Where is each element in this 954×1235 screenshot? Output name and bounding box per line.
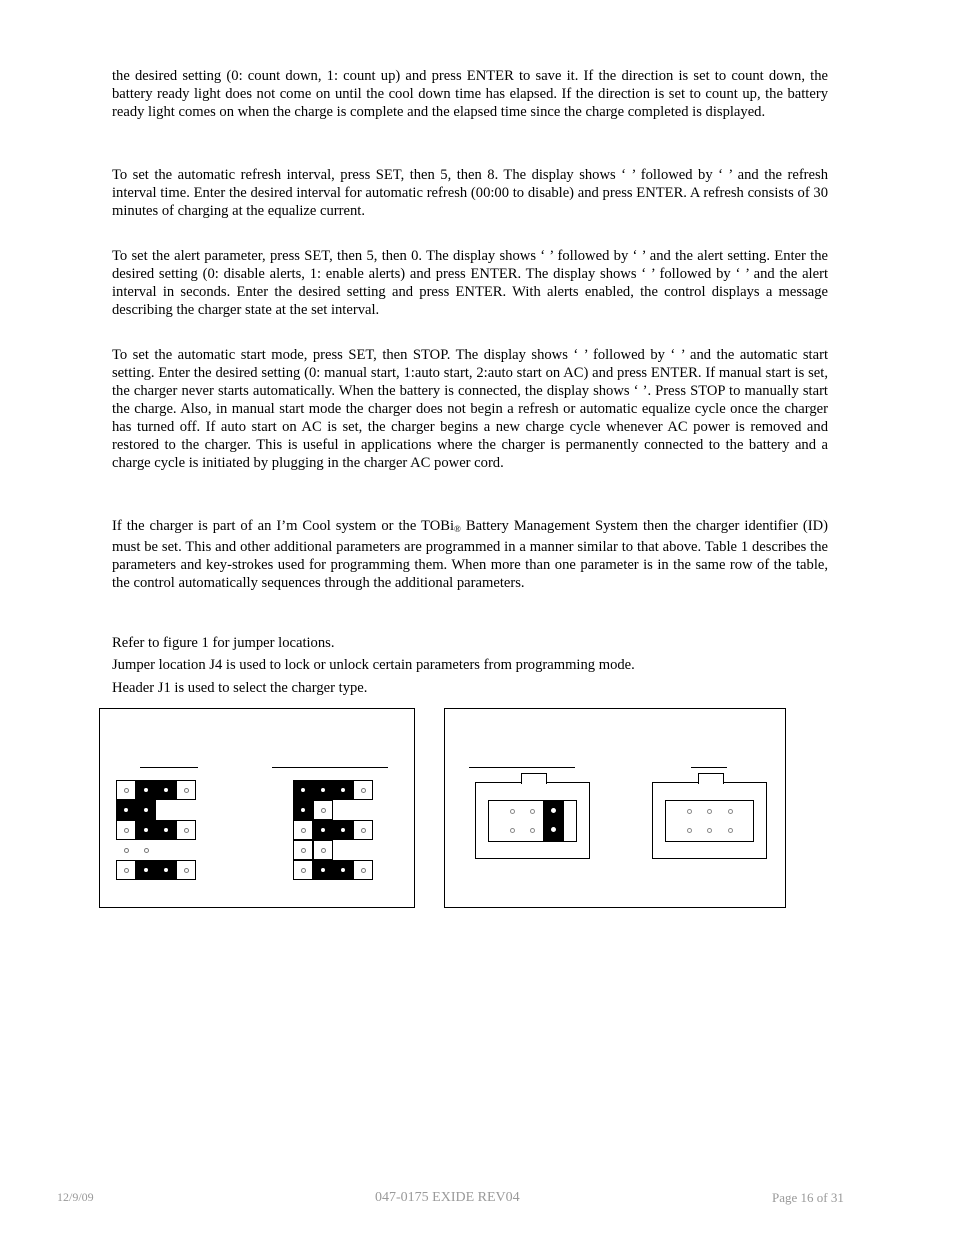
header-label-underline-left <box>469 767 575 768</box>
header-pin <box>551 808 556 813</box>
pin-dot <box>321 848 326 853</box>
pin-dot <box>124 868 129 873</box>
paragraph-alert-parameter: To set the alert parameter, press SET, then 5, then 0. The display shows ‘ ’ followed by ‘ ’ and the alert setting. Enter the desired setting (0: disable alerts, 1: enable alerts) and press ENTER. The display shows ‘ ’ followed by ‘ ’ and the alert interval in seconds. Enter the desired setting and press ENTER. With alerts enabled, the control displays a message describing the charger state at the set interval. <box>112 248 828 318</box>
pin-dot <box>124 808 128 812</box>
header-j1-right <box>652 782 767 859</box>
paragraph-count-direction: the desired setting (0: count down, 1: count up) and press ENTER to save it. If the direction is set to count down, the battery ready light does not come on until the cool down time has elapsed. If the direction is set to count up, the battery ready light comes on when the charge is complete and the elapsed time since the charge completed is displayed. <box>112 68 828 120</box>
header-pin <box>530 809 535 814</box>
pin-dot <box>164 828 168 832</box>
header-j1-left <box>475 782 590 859</box>
header-figure-right <box>444 708 786 908</box>
pin-dot <box>184 868 189 873</box>
jumper-pin-cell <box>176 860 196 880</box>
jumper-pin-cell <box>136 840 156 860</box>
header-j1-line: Header J1 is used to select the charger type. <box>112 680 368 696</box>
pin-dot <box>164 788 168 792</box>
pin-dot <box>341 868 345 872</box>
pin-dot <box>301 868 306 873</box>
pin-dot <box>361 828 366 833</box>
jumper-pin-cell <box>353 780 373 800</box>
pin-dot <box>301 828 306 833</box>
jumper-pin-cell <box>313 840 333 860</box>
paragraph-refresh-interval: To set the automatic refresh interval, press SET, then 5, then 8. The display shows ‘ ’ followed by ‘ ’ and the refresh interval time. Enter the desired interval for automatic refresh (00:00 to disable) and press ENTER. A refresh consists of 30 minutes of charging at the equalize current. <box>112 167 828 219</box>
jumper-pin-cell <box>176 780 196 800</box>
pin-dot <box>144 788 148 792</box>
pin-dot <box>144 848 149 853</box>
jumper-pin-cell <box>293 840 313 860</box>
charger-id-text-b: Battery Management System then the charger identifier (ID) must be set. This and other additional parameters are programmed in a manner similar to that above. Table 1 describes the parameters and key-strokes used for programming them. When more than one parameter is in the same row of the table, the control automatically sequences through the additional parameters. <box>112 518 828 591</box>
pin-dot <box>341 828 345 832</box>
header-body <box>665 800 754 842</box>
pin-dot <box>144 808 148 812</box>
charger-id-text-a: If the charger is part of an I’m Cool system or the TOBi <box>112 518 455 534</box>
jumper-pin-cell <box>333 820 353 840</box>
pin-dot <box>144 868 148 872</box>
jumper-pin-cell <box>353 860 373 880</box>
pin-dot <box>341 788 345 792</box>
header-pin <box>687 828 692 833</box>
pin-dot <box>124 788 129 793</box>
pin-dot <box>321 808 326 813</box>
header-pin <box>707 828 712 833</box>
jumper-pin-cell <box>136 860 156 880</box>
jumper-pin-cell <box>156 820 176 840</box>
header-pin <box>707 809 712 814</box>
footer-page-number: Page 16 of 31 <box>772 1190 844 1205</box>
jumper-pin-cell <box>136 800 156 820</box>
header-pin <box>551 827 556 832</box>
jumper-pin-cell <box>116 860 136 880</box>
jumper-pin-cell <box>333 780 353 800</box>
header-pin <box>687 809 692 814</box>
pin-dot <box>301 808 305 812</box>
registered-mark: ® <box>454 524 461 534</box>
header-body <box>488 800 577 842</box>
jumper-pin-cell <box>293 820 313 840</box>
pin-dot <box>184 828 189 833</box>
header-key-tab <box>521 773 547 784</box>
jumper-pin-cell <box>176 820 196 840</box>
footer-date: 12/9/09 <box>57 1190 94 1204</box>
pin-dot <box>361 868 366 873</box>
jumper-pin-cell <box>293 780 313 800</box>
header-pin <box>510 809 515 814</box>
header-label-underline-right <box>691 767 727 768</box>
jumper-reference-line: Refer to figure 1 for jumper locations. <box>112 635 335 651</box>
jumper-pin-cell <box>313 820 333 840</box>
jumper-pin-cell <box>313 780 333 800</box>
pin-dot <box>321 788 325 792</box>
label-underline-right <box>272 767 388 768</box>
jumper-pin-cell <box>293 860 313 880</box>
jumper-pin-cell <box>353 820 373 840</box>
jumper-pin-cell <box>136 780 156 800</box>
jumper-pin-cell <box>293 800 313 820</box>
pin-dot <box>124 828 129 833</box>
pin-dot <box>321 828 325 832</box>
pin-dot <box>361 788 366 793</box>
pin-dot <box>144 828 148 832</box>
jumper-pin-cell <box>313 800 333 820</box>
jumper-figure-left <box>99 708 415 908</box>
pin-dot <box>184 788 189 793</box>
jumper-pin-cell <box>156 780 176 800</box>
jumper-pin-cell <box>136 820 156 840</box>
header-pin <box>728 828 733 833</box>
header-key-tab <box>698 773 724 784</box>
pin-dot <box>301 848 306 853</box>
jumper-pin-cell <box>116 840 136 860</box>
jumper-pin-cell <box>116 780 136 800</box>
jumper-pin-cell <box>313 860 333 880</box>
pin-dot <box>124 848 129 853</box>
paragraph-charger-id <box>112 517 828 592</box>
jumper-pin-cell <box>116 800 136 820</box>
paragraph-auto-start: To set the automatic start mode, press SET, then STOP. The display shows ‘ ’ followed by ‘ ’ and the automatic start setting. Enter the desired setting (0: manual start, 1:auto start, 2:auto start on AC) and press ENTER. If manual start is set, the charger never starts automatically. When the battery is connected, the display shows ‘ ’. Press STOP to manually start the charge. Also, in manual start mode the charger does not begin a refresh or automatic equalize cycle once the charger has turned off. If auto start on AC is set, the charger begins a new charge cycle whenever AC power is removed and restored to the charger. This is useful in applications where the charger is permanently connected to the battery and a charge cycle is initiated by plugging in the charger AC power cord. <box>112 347 828 471</box>
jumper-j4-line: Jumper location J4 is used to lock or unlock certain parameters from programming mode. <box>112 657 635 673</box>
header-pin <box>728 809 733 814</box>
pin-dot <box>301 788 305 792</box>
jumper-pin-cell <box>156 860 176 880</box>
footer-document-id: 047-0175 EXIDE REV04 <box>375 1190 520 1205</box>
header-pin <box>510 828 515 833</box>
pin-dot <box>321 868 325 872</box>
jumper-shunt <box>543 801 564 841</box>
jumper-pin-cell <box>333 860 353 880</box>
label-underline-left <box>140 767 198 768</box>
header-pin <box>530 828 535 833</box>
pin-dot <box>164 868 168 872</box>
jumper-pin-cell <box>116 820 136 840</box>
